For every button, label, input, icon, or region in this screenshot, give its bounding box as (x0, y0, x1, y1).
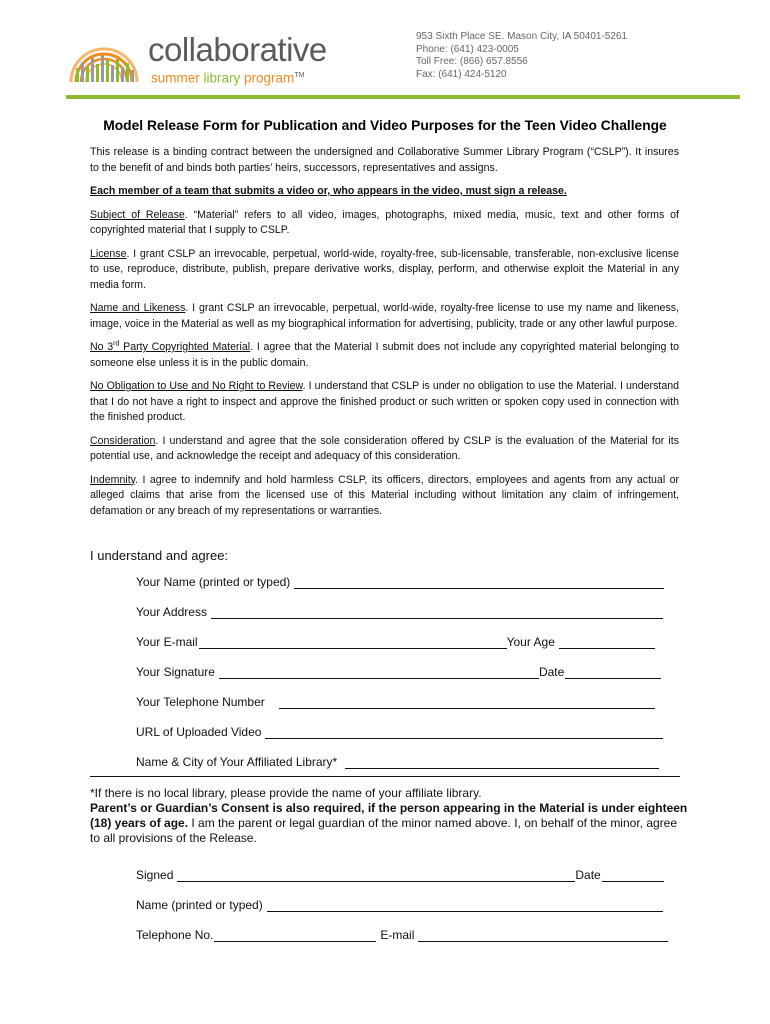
guardian-email-line[interactable] (418, 929, 668, 942)
guardian-name-line[interactable] (267, 899, 663, 912)
guardian-signature-line[interactable] (177, 869, 575, 882)
clause-consideration: Consideration. I understand and agree that the sole consideration offered by CSLP is the evaluation of the Material for its potential use, and acknowledge the receipt and adequacy of this consideration. (90, 434, 679, 462)
guardian-signed-field[interactable]: Signed Date (136, 868, 664, 882)
clause-obligation: No Obligation to Use and No Right to Review. I understand that CSLP is under no obligation to use the Material. I understand that I do not have a right to inspect and approve the finished product or such written or spoken copy used in connection with the finished product. (90, 380, 679, 423)
contact-address (416, 31, 627, 81)
url-field[interactable]: URL of Uploaded Video (136, 725, 663, 739)
address-field[interactable]: Your Address (136, 605, 663, 619)
page-title: Model Release Form for Publication and Video Purposes for the Teen Video Challenge (103, 118, 667, 133)
guardian-notes (90, 786, 690, 846)
tollfree-line: Toll Free: (866) 657.8556 (416, 56, 528, 67)
library-field[interactable]: Name & City of Your Affiliated Library* (136, 755, 659, 769)
clause-third-party: No 3rd Party Copyrighted Material. I agree that the Material I submit does not include any copyrighted material belonging to someone else unless it is in the public domain. (90, 340, 679, 369)
logo-tagline: summer library program™ (151, 70, 305, 86)
signature-line[interactable] (219, 666, 539, 679)
url-line[interactable] (265, 726, 663, 739)
email-line[interactable] (199, 636, 507, 649)
logo-wordmark: collaborative (148, 31, 327, 68)
agree-heading: I understand and agree: (90, 548, 229, 563)
section-divider (90, 776, 680, 777)
clause-subject: Subject of Release. “Material” refers to all video, images, photographs, mixed media, music, text and other forms of copyrighted material that I supply to CSLP. (90, 208, 679, 236)
name-field[interactable]: Your Name (printed or typed) (136, 575, 664, 589)
guardian-telephone-field[interactable]: Telephone No. E-mail (136, 928, 668, 942)
clause-likeness: Name and Likeness. I grant CSLP an irrevocable, perpetual, world-wide, royalty-free license to use my name and likeness, image, voice in the Material as well as my biographical information for advertising, publicity, trade or any other lawful purpose. (90, 302, 679, 330)
team-notice: Each member of a team that submits a video or, who appears in the video, must sign a release. (90, 185, 567, 197)
guardian-telephone-line[interactable] (214, 929, 376, 942)
clause-indemnity: Indemnity. I agree to indemnify and hold harmless CSLP, its officers, directors, employees and agents from any actual or alleged claims that arise from the licensed use of this Material including without limitation any claim of infringement, defamation or any breach of my representations or warranties. (90, 473, 679, 517)
header-divider (66, 95, 740, 99)
cslp-logo (66, 30, 327, 86)
date-line[interactable] (565, 666, 661, 679)
guardian-consent: Parent’s or Guardian’s Consent is also required, if the person appearing in the Material is under eighteen (18) years of age. I am the parent or legal guardian of the minor named above. I, on behalf of the minor, agree to all provisions of the Release. (90, 801, 688, 845)
logo-sun-icon (66, 30, 144, 84)
guardian-name-field[interactable]: Name (printed or typed) (136, 898, 663, 912)
release-body (90, 145, 679, 527)
address-line: 953 Sixth Place SE. Mason City, IA 50401-5261 (416, 31, 628, 42)
intro-paragraph: This release is a binding contract between the undersigned and Collaborative Summer Library Program (“CSLP”). It insures to the benefit of and binds both parties’ heirs, successors, representatives and assigns. (90, 146, 679, 174)
affiliate-note: *If there is no local library, please provide the name of your affiliate library. (90, 786, 482, 800)
fax-line: Fax: (641) 424-5120 (416, 68, 507, 80)
telephone-line[interactable] (279, 696, 655, 709)
address-line-input[interactable] (211, 606, 663, 619)
telephone-field[interactable]: Your Telephone Number (136, 695, 655, 709)
clause-license: License. I grant CSLP an irrevocable, perpetual, world-wide, royalty-free, sub-licensable, transferable, non-exclusive license to use, reproduce, distribute, publish, prepare derivative works, display, perform, and otherwise exploit the Material in any media form. (90, 247, 679, 291)
email-field[interactable]: Your E-mail Your Age (136, 635, 655, 649)
age-line[interactable] (559, 636, 655, 649)
library-line[interactable] (345, 756, 659, 769)
name-line[interactable] (294, 576, 664, 589)
guardian-date-line[interactable] (602, 869, 664, 882)
signature-field[interactable]: Your Signature Date (136, 665, 661, 679)
phone-line: Phone: (641) 423-0005 (416, 43, 519, 55)
